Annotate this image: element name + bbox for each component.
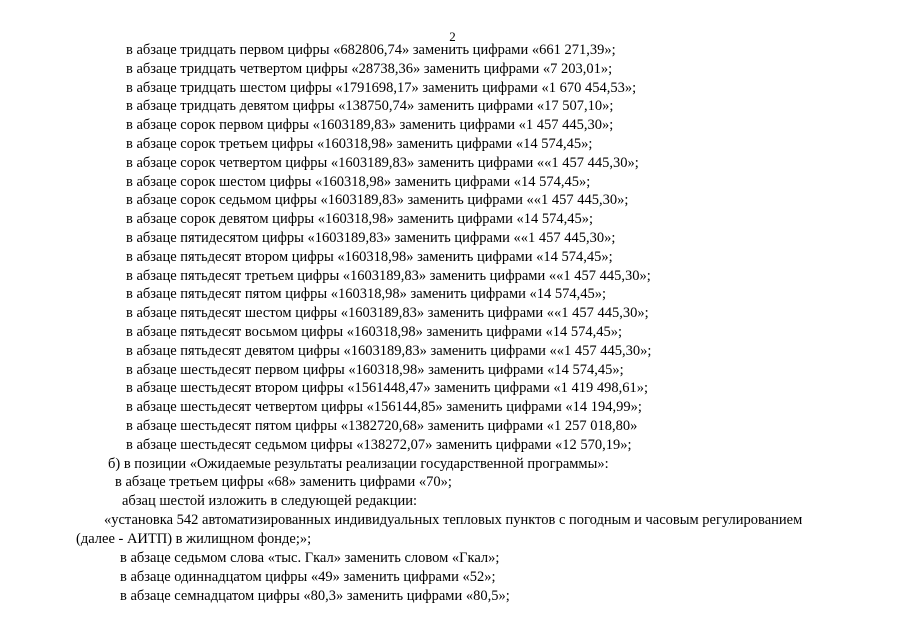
section-b-heading: б) в позиции «Ожидаемые результаты реализации государственной программы»: bbox=[108, 455, 609, 472]
amendment-line: в абзаце одиннадцатом цифры «49» заменить цифрами «52»; bbox=[120, 568, 496, 585]
amendment-line: в абзаце пятьдесят третьем цифры «1603189,83» заменить цифрами ««1 457 445,30»; bbox=[126, 267, 651, 284]
amendment-line: в абзаце седьмом слова «тыс. Гкал» заменить словом «Гкал»; bbox=[120, 549, 500, 566]
amendment-line: в абзаце пятьдесят шестом цифры «1603189,83» заменить цифрами ««1 457 445,30»; bbox=[126, 305, 649, 322]
amendment-line: в абзаце сорок четвертом цифры «1603189,83» заменить цифрами ««1 457 445,30»; bbox=[126, 154, 639, 171]
amendment-line: в абзаце пятьдесят восьмом цифры «160318,98» заменить цифрами «14 574,45»; bbox=[126, 323, 623, 340]
amendment-line: в абзаце третьем цифры «68» заменить цифрами «70»; bbox=[115, 474, 452, 491]
quoted-paragraph bbox=[0, 511, 905, 549]
amendment-line: в абзаце шестьдесят пятом цифры «1382720,68» заменить цифрами «1 257 018,80» bbox=[126, 417, 638, 434]
amendment-line: в абзаце сорок седьмом цифры «1603189,83» заменить цифрами ««1 457 445,30»; bbox=[126, 192, 629, 209]
amendment-line: в абзаце шестьдесят первом цифры «160318,98» заменить цифрами «14 574,45»; bbox=[126, 361, 624, 378]
amendment-line: в абзаце пятьдесят пятом цифры «160318,98» заменить цифрами «14 574,45»; bbox=[126, 286, 607, 303]
amendment-line: в абзаце шестьдесят четвертом цифры «156144,85» заменить цифрами «14 194,99»; bbox=[126, 399, 642, 416]
amendment-line: в абзаце пятьдесят девятом цифры «1603189,83» заменить цифрами ««1 457 445,30»; bbox=[126, 342, 652, 359]
amendment-list bbox=[0, 41, 905, 605]
amendment-line: в абзаце тридцать девятом цифры «138750,74» заменить цифрами «17 507,10»; bbox=[126, 98, 614, 115]
amendment-line: в абзаце пятидесятом цифры «1603189,83» заменить цифрами ««1 457 445,30»; bbox=[126, 229, 616, 246]
amendment-line: в абзаце сорок первом цифры «1603189,83» заменить цифрами «1 457 445,30»; bbox=[126, 117, 614, 134]
amendment-line: в абзаце семнадцатом цифры «80,3» заменить цифрами «80,5»; bbox=[120, 587, 510, 604]
amendment-line: абзац шестой изложить в следующей редакции: bbox=[122, 493, 417, 510]
amendment-line: в абзаце тридцать четвертом цифры «28738,36» заменить цифрами «7 203,01»; bbox=[126, 60, 613, 77]
amendment-line: в абзаце сорок девятом цифры «160318,98» заменить цифрами «14 574,45»; bbox=[126, 211, 594, 228]
amendment-line: в абзаце шестьдесят втором цифры «1561448,47» заменить цифрами «1 419 498,61»; bbox=[126, 380, 648, 397]
amendment-line: в абзаце сорок третьем цифры «160318,98» заменить цифрами «14 574,45»; bbox=[126, 135, 593, 152]
quoted-paragraph-line-1: «установка 542 автоматизированных индивидуальных тепловых пунктов с погодным и часовым регулированием bbox=[104, 511, 803, 528]
amendment-line: в абзаце сорок шестом цифры «160318,98» заменить цифрами «14 574,45»; bbox=[126, 173, 591, 190]
amendment-line: в абзаце тридцать шестом цифры «1791698,17» заменить цифрами «1 670 454,53»; bbox=[126, 79, 637, 96]
page-number: 2 bbox=[449, 29, 456, 44]
amendment-line: в абзаце тридцать первом цифры «682806,74» заменить цифрами «661 271,39»; bbox=[126, 42, 616, 58]
amendment-line: в абзаце шестьдесят седьмом цифры «138272,07» заменить цифрами «12 570,19»; bbox=[126, 436, 632, 453]
amendment-line: в абзаце пятьдесят втором цифры «160318,98» заменить цифрами «14 574,45»; bbox=[126, 248, 613, 265]
quoted-paragraph-line-2: (далее - АИТП) в жилищном фонде;»; bbox=[76, 530, 312, 547]
